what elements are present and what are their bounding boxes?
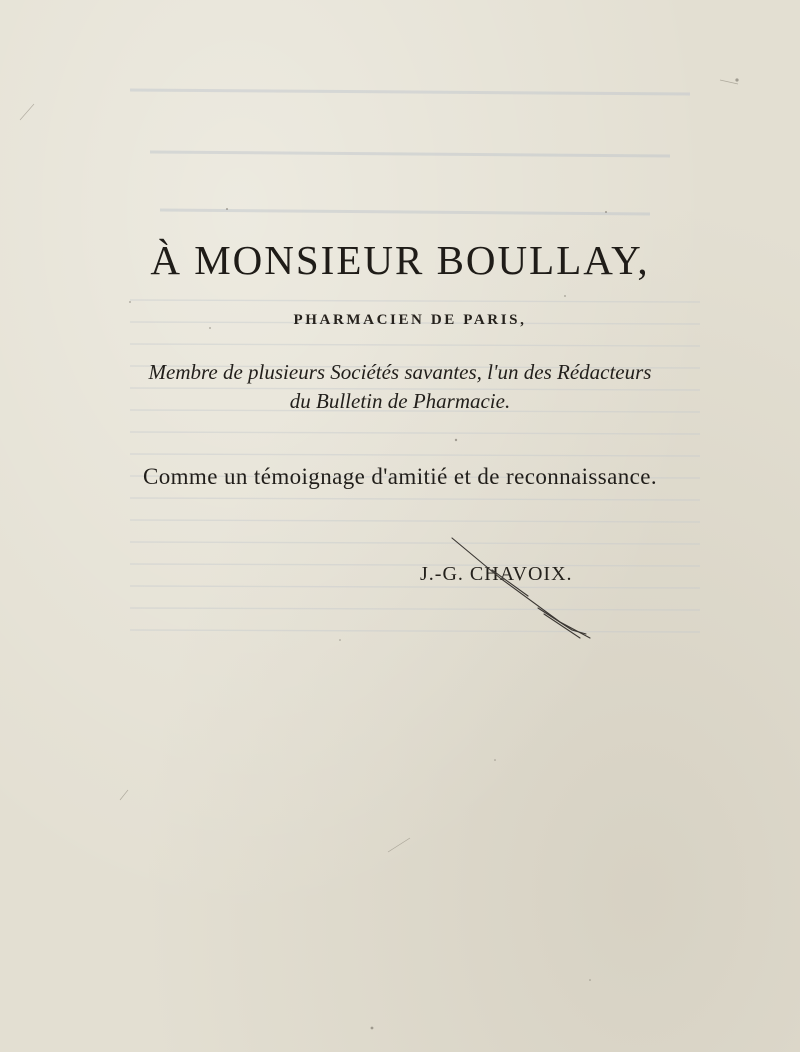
dedicatee-memberships-line-1: Membre de plusieurs Sociétés savantes, l'un des Rédacteurs	[148, 360, 652, 384]
author-signature: J.-G. CHAVOIX.	[420, 563, 573, 585]
dedication-title: À MONSIEUR BOULLAY,	[150, 237, 650, 283]
dedicatee-memberships-line-2: du Bulletin de Pharmacie.	[289, 389, 511, 413]
dedication-tribute: Comme un témoignage d'amitié et de reconnaissance.	[142, 464, 657, 489]
dedicatee-occupation: PHARMACIEN DE PARIS,	[293, 312, 527, 328]
pen-strike-mark	[440, 530, 610, 645]
